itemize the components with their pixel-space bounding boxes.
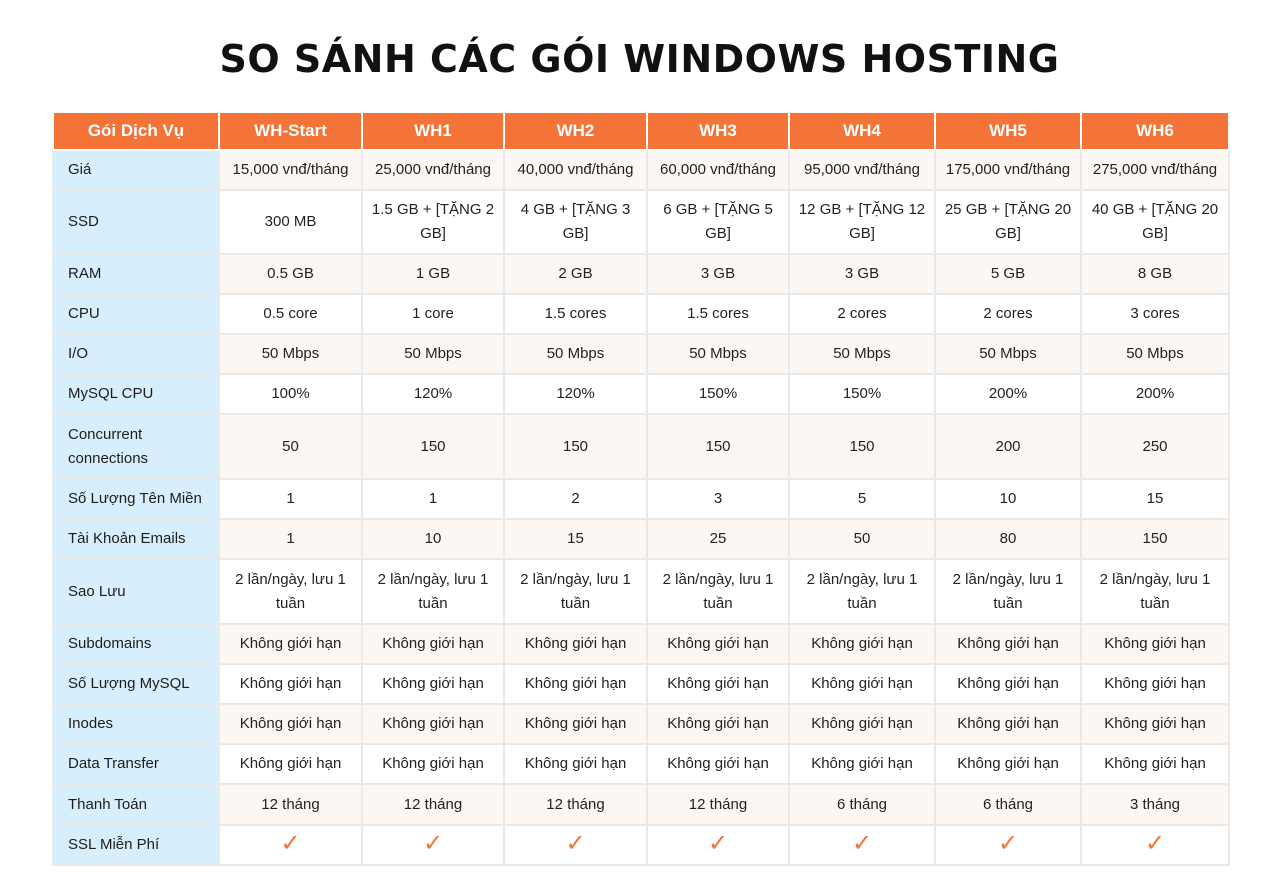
row-label: RAM bbox=[53, 254, 219, 294]
table-cell: 1 core bbox=[362, 294, 504, 334]
table-cell: 2 cores bbox=[935, 294, 1081, 334]
table-cell: 2 lần/ngày, lưu 1 tuần bbox=[362, 559, 504, 624]
table-row bbox=[53, 150, 1229, 190]
table-cell: 25,000 vnđ/tháng bbox=[362, 150, 504, 190]
table-cell: 3 cores bbox=[1081, 294, 1229, 334]
table-cell: 95,000 vnđ/tháng bbox=[789, 150, 935, 190]
table-cell: 25 bbox=[647, 519, 789, 559]
table-cell: 2 lần/ngày, lưu 1 tuần bbox=[504, 559, 647, 624]
table-cell: 1 bbox=[362, 479, 504, 519]
checkmark-icon: ✓ bbox=[997, 829, 1019, 857]
row-label: SSD bbox=[53, 190, 219, 254]
header-cell-service: Gói Dịch Vụ bbox=[53, 113, 219, 150]
table-body bbox=[53, 150, 1229, 865]
table-cell: 1 bbox=[219, 519, 362, 559]
table-cell: Không giới hạn bbox=[935, 744, 1081, 784]
table-cell: Không giới hạn bbox=[219, 704, 362, 744]
table-cell: 10 bbox=[935, 479, 1081, 519]
table-cell: 40 GB + [TẶNG 20 GB] bbox=[1081, 190, 1229, 254]
table-cell: 250 bbox=[1081, 414, 1229, 479]
checkmark-icon: ✓ bbox=[851, 829, 873, 857]
table-cell: 275,000 vnđ/tháng bbox=[1081, 150, 1229, 190]
checkmark-icon: ✓ bbox=[280, 829, 301, 857]
row-label: I/O bbox=[53, 334, 219, 374]
table-cell: 50 Mbps bbox=[647, 334, 789, 374]
checkmark-icon: ✓ bbox=[707, 829, 729, 857]
table-cell: 50 Mbps bbox=[219, 334, 362, 374]
table-cell: Không giới hạn bbox=[647, 624, 789, 664]
table-cell: 2 lần/ngày, lưu 1 tuần bbox=[647, 559, 789, 624]
table-cell: 2 lần/ngày, lưu 1 tuần bbox=[935, 559, 1081, 624]
table-cell: 3 GB bbox=[789, 254, 935, 294]
table-cell: 50 Mbps bbox=[1081, 334, 1229, 374]
table-cell: 100% bbox=[219, 374, 362, 414]
table-cell: 3 tháng bbox=[1081, 784, 1229, 825]
row-label: Thanh Toán bbox=[53, 784, 219, 825]
table-row bbox=[53, 479, 1229, 519]
table-cell bbox=[935, 825, 1081, 865]
table-cell: 175,000 vnđ/tháng bbox=[935, 150, 1081, 190]
page-title: SO SÁNH CÁC GÓI WINDOWS HOSTING bbox=[219, 37, 1060, 82]
row-label: Subdomains bbox=[53, 624, 219, 664]
row-label: SSL Miễn Phí bbox=[53, 825, 219, 865]
table-cell: 150 bbox=[1081, 519, 1229, 559]
table-row bbox=[53, 294, 1229, 334]
table-cell: 3 bbox=[647, 479, 789, 519]
header-cell-plan: WH2 bbox=[504, 113, 647, 150]
row-label: Số Lượng MySQL bbox=[53, 664, 219, 704]
table-cell: 2 GB bbox=[504, 254, 647, 294]
header-cell-plan: WH4 bbox=[789, 113, 935, 150]
table-cell: 2 cores bbox=[789, 294, 935, 334]
table-cell: 1.5 cores bbox=[647, 294, 789, 334]
table-cell: Không giới hạn bbox=[1081, 704, 1229, 744]
header-cell-plan: WH5 bbox=[935, 113, 1081, 150]
header-cell-plan: WH-Start bbox=[219, 113, 362, 150]
table-cell: Không giới hạn bbox=[789, 744, 935, 784]
table-cell: Không giới hạn bbox=[504, 624, 647, 664]
table-cell: 150% bbox=[647, 374, 789, 414]
table-cell: 6 tháng bbox=[935, 784, 1081, 825]
header-cell-plan: WH3 bbox=[647, 113, 789, 150]
table-cell: 200 bbox=[935, 414, 1081, 479]
table-cell: 1.5 cores bbox=[504, 294, 647, 334]
row-label: Số Lượng Tên Miền bbox=[53, 479, 219, 519]
table-header-row bbox=[53, 113, 1229, 150]
table-cell: Không giới hạn bbox=[362, 744, 504, 784]
table-cell bbox=[219, 825, 362, 865]
table-cell bbox=[647, 825, 789, 865]
table-cell: Không giới hạn bbox=[504, 664, 647, 704]
table-cell: 60,000 vnđ/tháng bbox=[647, 150, 789, 190]
table-cell: 150% bbox=[789, 374, 935, 414]
table-cell: 1.5 GB + [TẶNG 2 GB] bbox=[362, 190, 504, 254]
table-cell: 12 tháng bbox=[362, 784, 504, 825]
table-cell: 4 GB + [TẶNG 3 GB] bbox=[504, 190, 647, 254]
table-cell: Không giới hạn bbox=[935, 664, 1081, 704]
table-cell: 3 GB bbox=[647, 254, 789, 294]
table-cell: Không giới hạn bbox=[789, 704, 935, 744]
table-cell: Không giới hạn bbox=[647, 744, 789, 784]
table-cell: Không giới hạn bbox=[362, 664, 504, 704]
table-cell: 15 bbox=[504, 519, 647, 559]
table-cell: 12 GB + [TẶNG 12 GB] bbox=[789, 190, 935, 254]
row-label: Data Transfer bbox=[53, 744, 219, 784]
table-cell: 50 bbox=[219, 414, 362, 479]
table-cell: 150 bbox=[789, 414, 935, 479]
table-cell: 50 Mbps bbox=[789, 334, 935, 374]
table-cell: 50 Mbps bbox=[504, 334, 647, 374]
table-cell bbox=[1081, 825, 1229, 865]
table-cell: 12 tháng bbox=[504, 784, 647, 825]
table-row bbox=[53, 825, 1229, 865]
table-cell: 120% bbox=[362, 374, 504, 414]
table-cell: 2 lần/ngày, lưu 1 tuần bbox=[1081, 559, 1229, 624]
table-cell: 0.5 GB bbox=[219, 254, 362, 294]
table-row bbox=[53, 664, 1229, 704]
table-cell: 6 GB + [TẶNG 5 GB] bbox=[647, 190, 789, 254]
table-cell: 150 bbox=[504, 414, 647, 479]
table-cell: 25 GB + [TẶNG 20 GB] bbox=[935, 190, 1081, 254]
table-cell: 15 bbox=[1081, 479, 1229, 519]
table-row bbox=[53, 519, 1229, 559]
table-cell: Không giới hạn bbox=[504, 704, 647, 744]
table-cell: Không giới hạn bbox=[362, 624, 504, 664]
table-cell: 50 bbox=[789, 519, 935, 559]
checkmark-icon: ✓ bbox=[1144, 829, 1166, 857]
table-cell: 50 Mbps bbox=[362, 334, 504, 374]
row-label: CPU bbox=[53, 294, 219, 334]
table-cell: Không giới hạn bbox=[1081, 624, 1229, 664]
table-row bbox=[53, 334, 1229, 374]
header-cell-plan: WH6 bbox=[1081, 113, 1229, 150]
table-cell: 50 Mbps bbox=[935, 334, 1081, 374]
table-cell: 5 GB bbox=[935, 254, 1081, 294]
table-cell: 300 MB bbox=[219, 190, 362, 254]
table-cell: Không giới hạn bbox=[647, 664, 789, 704]
row-label: Inodes bbox=[53, 704, 219, 744]
table-cell: 12 tháng bbox=[647, 784, 789, 825]
table-row bbox=[53, 190, 1229, 254]
table-row bbox=[53, 744, 1229, 784]
table-cell: 150 bbox=[362, 414, 504, 479]
table-cell: Không giới hạn bbox=[219, 624, 362, 664]
table-cell: Không giới hạn bbox=[504, 744, 647, 784]
table-cell: 15,000 vnđ/tháng bbox=[219, 150, 362, 190]
table-cell: 12 tháng bbox=[219, 784, 362, 825]
table-cell: Không giới hạn bbox=[1081, 744, 1229, 784]
table-cell: 1 bbox=[219, 479, 362, 519]
row-label: Concurrent connections bbox=[53, 414, 219, 479]
table-cell: Không giới hạn bbox=[935, 704, 1081, 744]
header-cell-plan: WH1 bbox=[362, 113, 504, 150]
table-cell: Không giới hạn bbox=[219, 744, 362, 784]
row-label: MySQL CPU bbox=[53, 374, 219, 414]
table-cell: Không giới hạn bbox=[1081, 664, 1229, 704]
table-row bbox=[53, 374, 1229, 414]
table-cell: Không giới hạn bbox=[935, 624, 1081, 664]
table-cell: Không giới hạn bbox=[789, 624, 935, 664]
table-cell: 6 tháng bbox=[789, 784, 935, 825]
table-row bbox=[53, 414, 1229, 479]
table-cell: 200% bbox=[935, 374, 1081, 414]
table-row bbox=[53, 559, 1229, 624]
table-cell: 1 GB bbox=[362, 254, 504, 294]
table-cell: 80 bbox=[935, 519, 1081, 559]
table-row bbox=[53, 254, 1229, 294]
table-cell: 5 bbox=[789, 479, 935, 519]
table-cell: 40,000 vnđ/tháng bbox=[504, 150, 647, 190]
table-cell: Không giới hạn bbox=[647, 704, 789, 744]
checkmark-icon: ✓ bbox=[565, 829, 586, 857]
table-cell: 0.5 core bbox=[219, 294, 362, 334]
table-cell: Không giới hạn bbox=[789, 664, 935, 704]
table-cell: 120% bbox=[504, 374, 647, 414]
table-cell: Không giới hạn bbox=[219, 664, 362, 704]
table-row bbox=[53, 784, 1229, 825]
table-cell bbox=[504, 825, 647, 865]
table-cell: 10 bbox=[362, 519, 504, 559]
table-cell: 8 GB bbox=[1081, 254, 1229, 294]
row-label: Giá bbox=[53, 150, 219, 190]
row-label: Tài Khoản Emails bbox=[53, 519, 219, 559]
table-cell bbox=[789, 825, 935, 865]
table-cell: 2 lần/ngày, lưu 1 tuần bbox=[219, 559, 362, 624]
table-cell: Không giới hạn bbox=[362, 704, 504, 744]
table-row bbox=[53, 624, 1229, 664]
table-cell: 200% bbox=[1081, 374, 1229, 414]
checkmark-icon: ✓ bbox=[422, 829, 444, 857]
table-cell bbox=[362, 825, 504, 865]
comparison-table bbox=[52, 113, 1230, 866]
table-row bbox=[53, 704, 1229, 744]
row-label: Sao Lưu bbox=[53, 559, 219, 624]
table-cell: 2 bbox=[504, 479, 647, 519]
table-cell: 150 bbox=[647, 414, 789, 479]
table-cell: 2 lần/ngày, lưu 1 tuần bbox=[789, 559, 935, 624]
